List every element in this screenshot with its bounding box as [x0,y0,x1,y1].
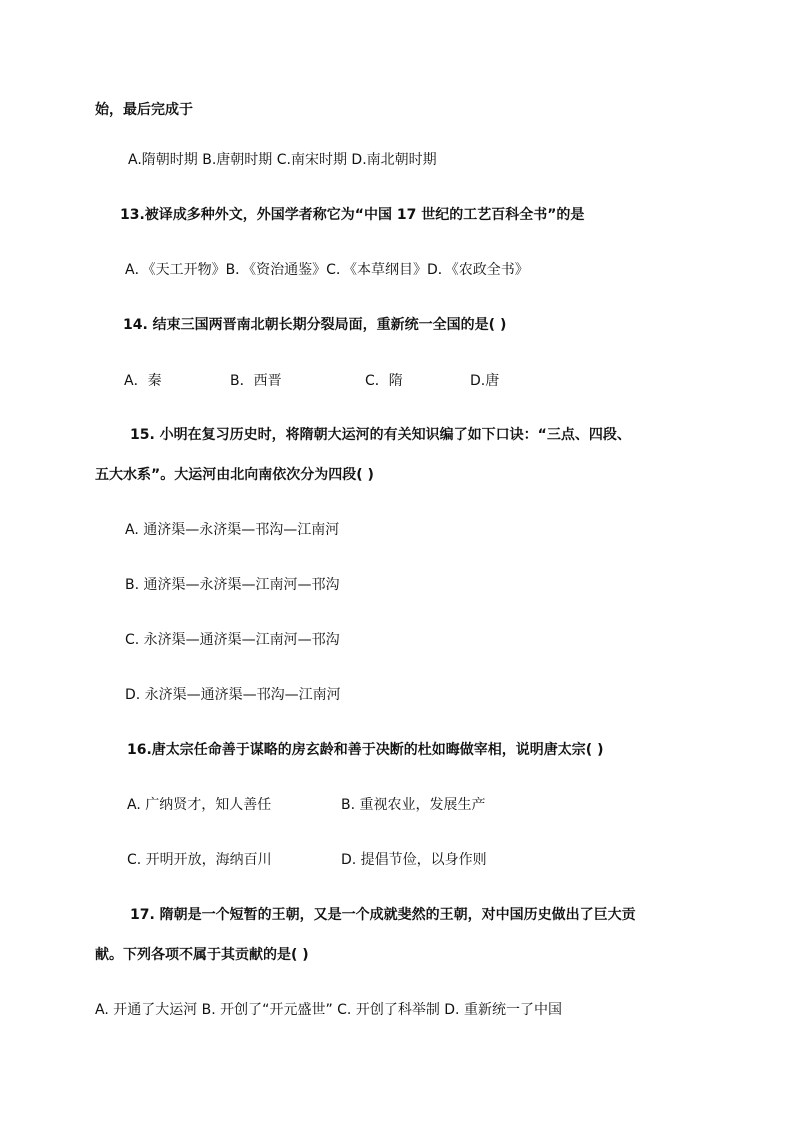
q15-option-c: C. 永济渠—通济渠—江南河—邗沟 [125,632,340,648]
q16-option-b: B. 重视农业，发展生产 [341,797,486,813]
q15-option-b: B. 通济渠—永济渠—江南河—邗沟 [125,577,340,593]
q12-stem-tail: 始，最后完成于 [95,102,193,118]
q15-stem-line2: 五大水系”。大运河由北向南依次分为四段( ) [95,467,374,483]
q15-stem-line1: 15. 小明在复习历史时，将隋朝大运河的有关知识编了如下口诀：“三点、四段、 [130,427,631,443]
q14-option-a: A．秦 [124,373,162,389]
q14-option-c: C．隋 [365,373,403,389]
q13-options: A．《天工开物》B．《资治通鉴》C．《本草纲目》D．《农政全书》 [125,262,529,278]
q13-stem: 13.被译成多种外文，外国学者称它为“中国 17 世纪的工艺百科全书”的是 [120,207,585,223]
q12-options: A.隋朝时期 B.唐朝时期 C.南宋时期 D.南北朝时期 [128,152,437,168]
q16-option-a: A. 广纳贤才，知人善任 [127,797,272,813]
q15-option-d: D. 永济渠—通济渠—邗沟—江南河 [125,687,341,703]
q14-option-b: B．西晋 [230,373,282,389]
q14-option-d: D.唐 [470,373,500,389]
q17-options: A. 开通了大运河 B. 开创了“开元盛世” C. 开创了科举制 D. 重新统一了中国 [95,1002,562,1018]
q16-option-d: D. 提倡节俭，以身作则 [341,852,487,868]
q15-option-a: A. 通济渠—永济渠—邗沟—江南河 [125,522,340,538]
q17-stem-line1: 17. 隋朝是一个短暂的王朝，又是一个成就斐然的王朝，对中国历史做出了巨大贡 [130,907,636,923]
q16-stem: 16.唐太宗任命善于谋略的房玄龄和善于决断的杜如晦做宰相，说明唐太宗( ) [127,742,604,758]
q16-option-c: C. 开明开放，海纳百川 [127,852,272,868]
q17-stem-line2: 献。下列各项不属于其贡献的是( ) [95,947,309,963]
q14-stem: 14. 结束三国两晋南北朝长期分裂局面，重新统一全国的是( ) [123,317,507,333]
